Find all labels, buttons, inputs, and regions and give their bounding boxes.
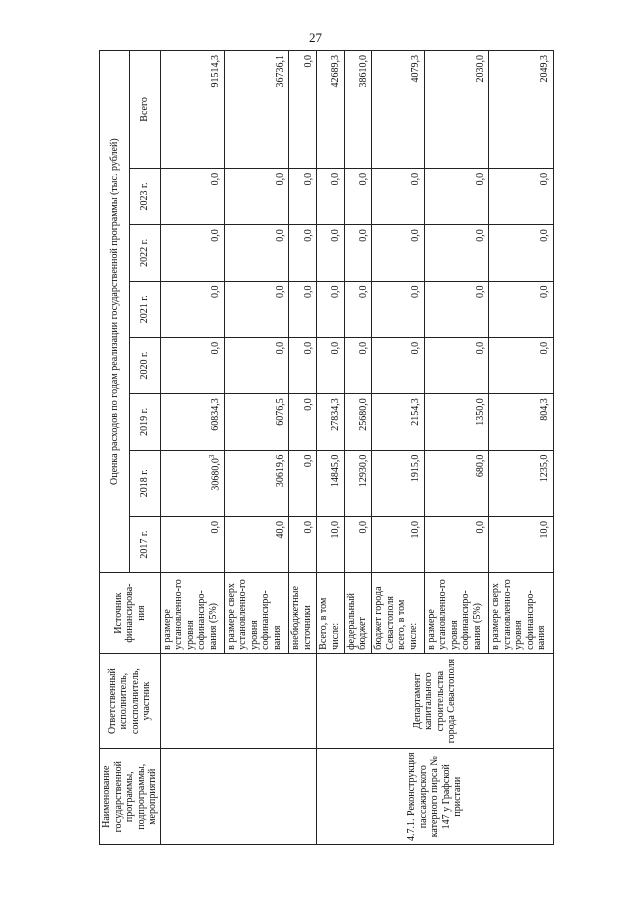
header-estimate: Оценка расходов по годам реализации государственной программы (тыс. рублей) [100, 51, 130, 573]
header-year: 2023 г. [130, 168, 160, 224]
value-cell: 0,0 [372, 337, 424, 393]
value-cell: 14845,0 [317, 450, 345, 516]
value-cell: 2154,3 [372, 394, 424, 450]
value-cell: 0,0 [224, 281, 288, 337]
value-cell: 0,0 [289, 516, 317, 572]
value-cell: 0,0 [289, 394, 317, 450]
page-number: 27 [309, 30, 322, 45]
header-year: 2021 г. [130, 281, 160, 337]
total-cell: 4079,3 [372, 51, 424, 169]
value-cell: 0,0 [372, 281, 424, 337]
value-cell: 60834,3 [160, 394, 224, 450]
value-cell: 27834,3 [317, 394, 345, 450]
value-cell: 0,0 [289, 281, 317, 337]
value-text: 30680,0 [210, 458, 222, 491]
value-cell: 1350,0 [424, 394, 488, 450]
value-cell: 0,0 [344, 225, 372, 281]
source-cell: бюджет города Севастополя всего, в том числе: [372, 573, 424, 654]
value-cell: 0,0 [489, 281, 554, 337]
value-cell: 10,0 [317, 516, 345, 572]
value-cell: 30619,6 [224, 450, 288, 516]
budget-table [99, 50, 554, 845]
value-cell: 0,0 [424, 281, 488, 337]
value-cell: 0,0 [160, 281, 224, 337]
total-cell: 2030,0 [424, 51, 488, 169]
header-name: Наименование государственной программы, подпрограммы, мероприятий [100, 749, 161, 845]
value-cell: 6076,5 [224, 394, 288, 450]
value-cell: 680,0 [424, 450, 488, 516]
total-cell: 0,0 [289, 51, 317, 169]
value-cell: 10,0 [372, 516, 424, 572]
value-cell: 0,0 [317, 281, 345, 337]
responsible-cell: Департамент капитального строительства города Севастополя [317, 653, 553, 749]
header-year: 2019 г. [130, 394, 160, 450]
value-cell: 0,0 [289, 225, 317, 281]
total-cell: 36736,1 [224, 51, 288, 169]
table-row [160, 51, 224, 845]
value-cell: 804,3 [489, 394, 554, 450]
total-cell: 2049,3 [489, 51, 554, 169]
value-cell: 0,0 [289, 168, 317, 224]
total-cell: 42689,3 [317, 51, 345, 169]
source-cell: в размере установленно-го уровня софинансиро-вания (5%) [160, 573, 224, 654]
value-cell: 0,0 [317, 337, 345, 393]
value-cell: 0,0 [489, 168, 554, 224]
header-total: Всего [130, 51, 160, 169]
value-cell: 0,0 [344, 281, 372, 337]
value-cell: 0,0 [160, 516, 224, 572]
value-cell: 0,0 [344, 516, 372, 572]
total-cell: 91514,3 [160, 51, 224, 169]
header-year: 2018 г. [130, 450, 160, 516]
value-cell: 0,0 [224, 337, 288, 393]
value-cell: 0,0 [372, 168, 424, 224]
value-cell: 0,0 [372, 225, 424, 281]
value-cell: 0,0 [317, 225, 345, 281]
source-cell: Всего, в том числе: [317, 573, 345, 654]
value-cell: 0,0 [424, 168, 488, 224]
value-cell: 40,0 [224, 516, 288, 572]
value-cell: 25680,0 [344, 394, 372, 450]
header-year: 2017 г. [130, 516, 160, 572]
value-cell: 0,0 [424, 225, 488, 281]
value-cell: 0,0 [224, 225, 288, 281]
value-cell: 0,0 [289, 450, 317, 516]
value-cell: 0,0 [224, 168, 288, 224]
value-cell: 0,0 [344, 168, 372, 224]
table-row [317, 51, 345, 845]
value-cell: 0,0 [489, 225, 554, 281]
source-cell: в размере сверх установленно-го уровня софинансиро-вания [224, 573, 288, 654]
value-cell: 0,0 [160, 225, 224, 281]
value-cell: 0,0 [160, 337, 224, 393]
program-name-cell: 4.7.1. Реконструкция пассажирского катерного пирса № 147 у Графской пристани [317, 749, 553, 845]
source-cell: в размере сверх установленно-го уровня софинансиро-вания [489, 573, 554, 654]
value-cell: 12930,0 [344, 450, 372, 516]
budget-table-rotated [99, 50, 553, 845]
value-cell: 0,0 [289, 337, 317, 393]
name-cell-empty [160, 749, 317, 845]
value-cell: 0,0 [424, 516, 488, 572]
total-cell: 38610,0 [344, 51, 372, 169]
value-cell-with-footnote [160, 450, 224, 516]
header-responsible: Ответственный исполнитель, соисполнитель, участник [100, 653, 161, 749]
header-source: Источник финансирова-ния [100, 573, 161, 654]
value-cell: 0,0 [489, 337, 554, 393]
value-cell: 10,0 [489, 516, 554, 572]
value-cell: 1235,0 [489, 450, 554, 516]
value-cell: 0,0 [344, 337, 372, 393]
value-cell: 0,0 [317, 168, 345, 224]
source-cell: федеральный бюджет [344, 573, 372, 654]
value-cell: 1915,0 [372, 450, 424, 516]
value-cell: 0,0 [160, 168, 224, 224]
header-year: 2022 г. [130, 225, 160, 281]
source-cell: внебюджетные источники [289, 573, 317, 654]
responsible-cell-empty [160, 653, 317, 749]
source-cell: в размере установленно-го уровня софинансиро-вания (5%) [424, 573, 488, 654]
footnote-mark: 3 [208, 454, 217, 459]
header-year: 2020 г. [130, 337, 160, 393]
value-cell: 0,0 [424, 337, 488, 393]
